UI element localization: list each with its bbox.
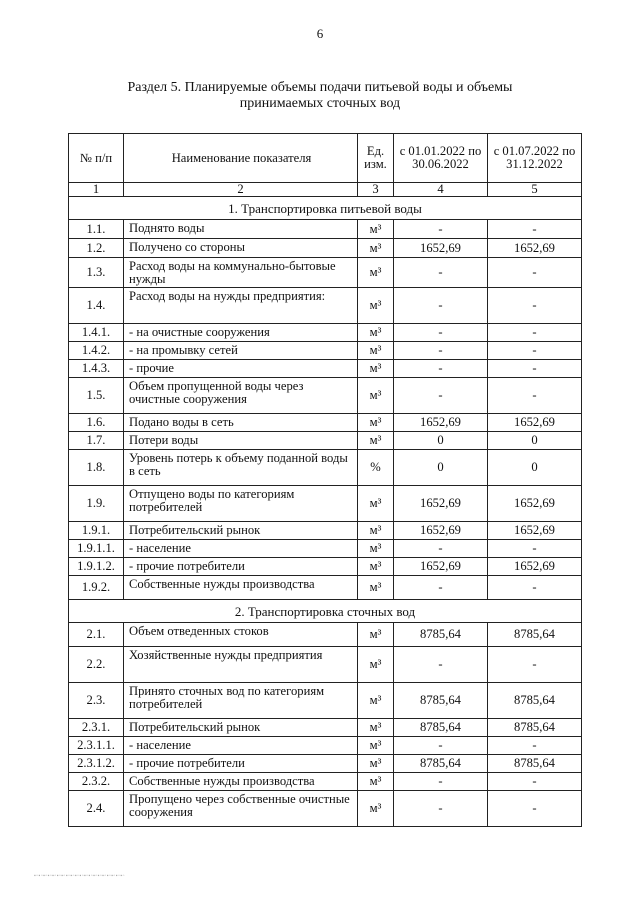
table-row [69, 522, 582, 540]
table-row [69, 360, 582, 378]
row-name: Подано воды в сеть [124, 414, 358, 432]
row-name: Отпущено воды по категориям потребителей [124, 486, 358, 522]
row-name: - население [124, 737, 358, 755]
header-num: № п/п [69, 134, 124, 183]
section-header-row [69, 197, 582, 220]
row-unit: м³ [358, 576, 394, 600]
row-number: 2.2. [69, 647, 124, 683]
row-value-period-2: - [488, 791, 582, 827]
table-row [69, 258, 582, 288]
row-name: Получено со стороны [124, 239, 358, 258]
row-value-period-1: - [394, 378, 488, 414]
row-unit: м³ [358, 623, 394, 647]
row-value-period-1: 1652,69 [394, 558, 488, 576]
row-name: - на очистные сооружения [124, 324, 358, 342]
row-value-period-2: - [488, 220, 582, 239]
row-name: Потребительский рынок [124, 719, 358, 737]
table-row [69, 576, 582, 600]
row-number: 2.3. [69, 683, 124, 719]
table-row [69, 773, 582, 791]
row-unit: м³ [358, 486, 394, 522]
row-number: 1.1. [69, 220, 124, 239]
section-title-cell: 2. Транспортировка сточных вод [69, 600, 582, 623]
scan-footer-mark: ▪▫▪▫▪▫▪▫▪▫▪▫▪▫▪▫▪▫▪▫▪▫▪▫▪▫▪▫▪▫▪▫▪▫▪▫▪▫▪▫ [34, 874, 125, 879]
row-value-period-2: 1652,69 [488, 414, 582, 432]
row-unit: м³ [358, 683, 394, 719]
row-value-period-1: 1652,69 [394, 522, 488, 540]
row-value-period-1: 8785,64 [394, 623, 488, 647]
row-value-period-2: - [488, 360, 582, 378]
row-name: Поднято воды [124, 220, 358, 239]
row-name: - прочие потребители [124, 755, 358, 773]
header-name: Наименование показателя [124, 134, 358, 183]
row-name: - на промывку сетей [124, 342, 358, 360]
row-name: Потери воды [124, 432, 358, 450]
row-value-period-2: 1652,69 [488, 558, 582, 576]
row-name: Объем отведенных стоков [124, 623, 358, 647]
title-line-2: принимаемых сточных вод [239, 96, 401, 111]
row-value-period-1: - [394, 647, 488, 683]
table-row [69, 683, 582, 719]
row-name: Собственные нужды производства [124, 773, 358, 791]
indicators-table [68, 133, 582, 827]
row-number: 1.5. [69, 378, 124, 414]
section-title-cell: 1. Транспортировка питьевой воды [69, 197, 582, 220]
row-value-period-1: 0 [394, 432, 488, 450]
row-value-period-1: 8785,64 [394, 719, 488, 737]
row-number: 2.3.2. [69, 773, 124, 791]
row-number: 2.1. [69, 623, 124, 647]
row-number: 1.4.2. [69, 342, 124, 360]
row-value-period-1: - [394, 288, 488, 324]
row-number: 1.9.1.2. [69, 558, 124, 576]
table-row [69, 220, 582, 239]
row-number: 1.8. [69, 450, 124, 486]
row-number: 1.4.1. [69, 324, 124, 342]
row-name: Расход воды на нужды предприятия: [124, 288, 358, 324]
row-value-period-1: - [394, 791, 488, 827]
row-value-period-2: 1652,69 [488, 239, 582, 258]
row-name: Принято сточных вод по категориям потребителей [124, 683, 358, 719]
row-value-period-1: 8785,64 [394, 755, 488, 773]
row-unit: м³ [358, 737, 394, 755]
row-unit: м³ [358, 220, 394, 239]
table-row [69, 623, 582, 647]
row-number: 2.3.1.2. [69, 755, 124, 773]
row-number: 1.7. [69, 432, 124, 450]
row-name: Объем пропущенной воды через очистные сооружения [124, 378, 358, 414]
row-number: 1.9.1. [69, 522, 124, 540]
title-line-1: Раздел 5. Планируемые объемы подачи питьевой воды и объемы [127, 80, 513, 95]
row-value-period-1: - [394, 360, 488, 378]
table-body [69, 197, 582, 827]
table-row [69, 540, 582, 558]
row-name: Хозяйственные нужды предприятия [124, 647, 358, 683]
table-header-row [69, 134, 582, 183]
row-value-period-2: - [488, 576, 582, 600]
row-value-period-2: 8785,64 [488, 623, 582, 647]
section-title [60, 80, 580, 112]
section-header-row [69, 600, 582, 623]
row-unit: м³ [358, 522, 394, 540]
table-row [69, 378, 582, 414]
row-value-period-1: 1652,69 [394, 486, 488, 522]
row-value-period-1: - [394, 342, 488, 360]
row-name: Расход воды на коммунально-бытовые нужды [124, 258, 358, 288]
row-value-period-1: - [394, 220, 488, 239]
row-unit: м³ [358, 432, 394, 450]
row-value-period-2: 0 [488, 432, 582, 450]
row-value-period-1: - [394, 737, 488, 755]
row-unit: м³ [358, 360, 394, 378]
table-row [69, 432, 582, 450]
row-value-period-2: - [488, 773, 582, 791]
row-unit: м³ [358, 755, 394, 773]
row-value-period-1: - [394, 773, 488, 791]
row-unit: м³ [358, 719, 394, 737]
row-name: Пропущено через собственные очистные сооружения [124, 791, 358, 827]
table-row [69, 414, 582, 432]
row-value-period-2: - [488, 258, 582, 288]
column-number-row [69, 183, 582, 197]
row-number: 1.4.3. [69, 360, 124, 378]
row-unit: м³ [358, 378, 394, 414]
row-unit: м³ [358, 647, 394, 683]
row-value-period-1: - [394, 324, 488, 342]
row-number: 1.2. [69, 239, 124, 258]
table-row [69, 239, 582, 258]
row-number: 1.6. [69, 414, 124, 432]
column-number: 1 [69, 183, 124, 197]
row-value-period-1: 1652,69 [394, 239, 488, 258]
row-unit: м³ [358, 324, 394, 342]
column-number: 3 [358, 183, 394, 197]
row-name: Уровень потерь к объему поданной воды в сеть [124, 450, 358, 486]
row-value-period-1: 0 [394, 450, 488, 486]
table-row [69, 737, 582, 755]
table-row [69, 342, 582, 360]
row-value-period-2: - [488, 324, 582, 342]
row-value-period-1: - [394, 258, 488, 288]
row-unit: м³ [358, 773, 394, 791]
row-value-period-2: - [488, 342, 582, 360]
row-value-period-2: 1652,69 [488, 522, 582, 540]
row-value-period-2: - [488, 737, 582, 755]
row-name: Потребительский рынок [124, 522, 358, 540]
row-unit: м³ [358, 414, 394, 432]
row-unit: м³ [358, 258, 394, 288]
row-number: 2.3.1.1. [69, 737, 124, 755]
row-unit: м³ [358, 288, 394, 324]
row-value-period-2: 1652,69 [488, 486, 582, 522]
row-value-period-1: 8785,64 [394, 683, 488, 719]
row-value-period-2: - [488, 378, 582, 414]
row-value-period-2: - [488, 540, 582, 558]
row-value-period-2: - [488, 647, 582, 683]
table-row [69, 755, 582, 773]
row-value-period-1: - [394, 576, 488, 600]
column-number: 4 [394, 183, 488, 197]
row-value-period-2: 8785,64 [488, 683, 582, 719]
table-row [69, 647, 582, 683]
header-unit: Ед. изм. [358, 134, 394, 183]
table-row [69, 791, 582, 827]
page-number: 6 [316, 26, 324, 41]
row-value-period-2: 8785,64 [488, 719, 582, 737]
row-name: - прочие потребители [124, 558, 358, 576]
row-number: 2.4. [69, 791, 124, 827]
row-value-period-2: 0 [488, 450, 582, 486]
row-number: 1.9.1.1. [69, 540, 124, 558]
row-unit: м³ [358, 342, 394, 360]
row-number: 1.9.2. [69, 576, 124, 600]
column-number: 2 [124, 183, 358, 197]
row-unit: м³ [358, 239, 394, 258]
column-number: 5 [488, 183, 582, 197]
row-number: 2.3.1. [69, 719, 124, 737]
table-row [69, 719, 582, 737]
table-row [69, 558, 582, 576]
row-name: - прочие [124, 360, 358, 378]
header-period-2: с 01.07.2022 по 31.12.2022 [488, 134, 582, 183]
header-period-1: с 01.01.2022 по 30.06.2022 [394, 134, 488, 183]
row-name: - население [124, 540, 358, 558]
table-row [69, 288, 582, 324]
row-number: 1.4. [69, 288, 124, 324]
row-number: 1.9. [69, 486, 124, 522]
row-value-period-1: - [394, 540, 488, 558]
row-name: Собственные нужды производства [124, 576, 358, 600]
row-unit: м³ [358, 540, 394, 558]
row-value-period-2: 8785,64 [488, 755, 582, 773]
row-number: 1.3. [69, 258, 124, 288]
row-unit: м³ [358, 791, 394, 827]
table-row [69, 324, 582, 342]
table-row [69, 450, 582, 486]
row-unit: м³ [358, 558, 394, 576]
row-value-period-1: 1652,69 [394, 414, 488, 432]
row-value-period-2: - [488, 288, 582, 324]
row-unit: % [358, 450, 394, 486]
table-row [69, 486, 582, 522]
